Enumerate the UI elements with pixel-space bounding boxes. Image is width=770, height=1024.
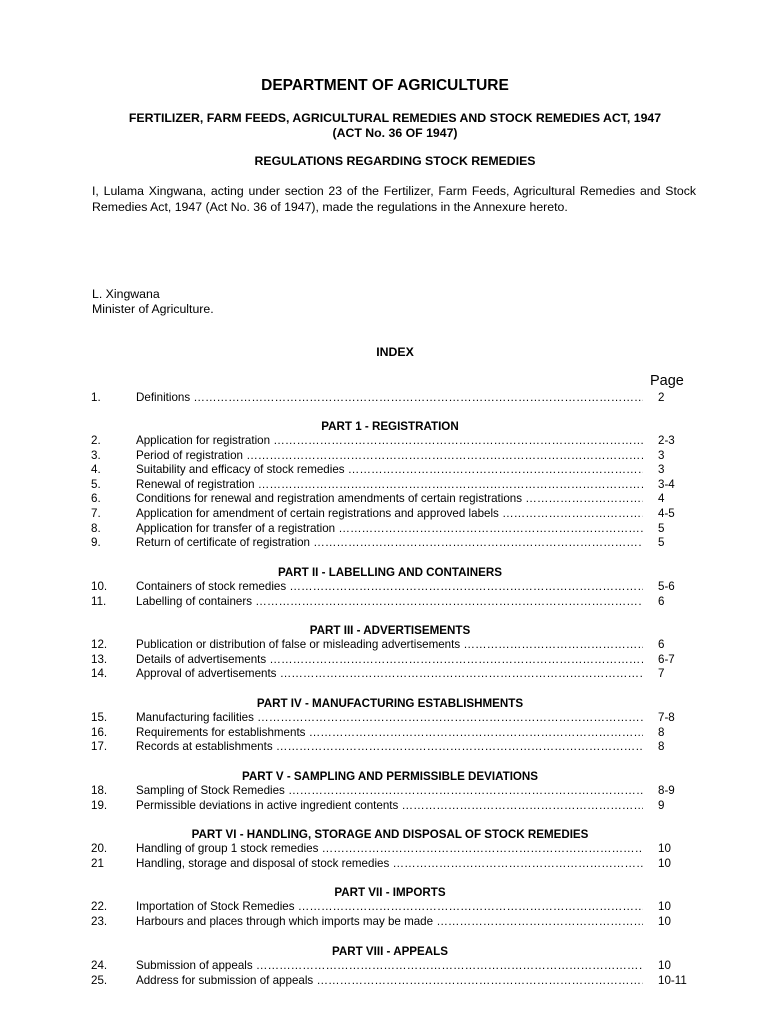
entry-number: 11.	[91, 594, 107, 608]
index-entry	[0, 580, 770, 595]
entry-number: 21	[91, 856, 104, 870]
entry-page: 4-5	[658, 507, 675, 520]
index-entry	[0, 536, 770, 551]
entry-number: 5.	[91, 477, 101, 491]
index-entry	[0, 740, 770, 755]
entry-text: Containers of stock remedies ………………………………………………………………………………………………………………………………………………………………………………	[136, 580, 643, 593]
entry-number: 19.	[91, 798, 108, 812]
part-heading: PART VIII - APPEALS	[332, 945, 448, 958]
entry-number: 23.	[91, 914, 108, 928]
entry-text: Renewal of registration ………………………………………………………………………………………………………………………………………………………………………………	[136, 478, 643, 491]
index-entry	[0, 507, 770, 522]
entry-page: 5	[658, 521, 665, 535]
entry-page: 2-3	[658, 434, 675, 447]
entry-number: 3.	[91, 448, 101, 462]
entry-text: Permissible deviations in active ingredient contents ………………………………………………………………………………………………………………………………………………………………………………	[136, 799, 643, 812]
entry-text: Suitability and efficacy of stock remedies ………………………………………………………………………………………………………………………………………………………………………………	[136, 463, 643, 476]
entry-page: 10	[658, 914, 671, 928]
signatory-name: L. Xingwana	[92, 287, 160, 301]
entry-text: Requirements for establishments ………………………………………………………………………………………………………………………………………………………………………………	[136, 726, 643, 739]
entry-page: 6-7	[658, 652, 675, 666]
entry-text: Application for amendment of certain registrations and approved labels ………………………………………………………………………………………………………………………………………………………………………………	[136, 507, 643, 520]
entry-text: Application for registration ………………………………………………………………………………………………………………………………………………………………………………	[136, 434, 643, 447]
entry-page: 3-4	[658, 477, 675, 491]
entry-page: 3	[658, 463, 665, 477]
index-entry	[0, 711, 770, 726]
regulations-title: REGULATIONS REGARDING STOCK REMEDIES	[254, 154, 536, 168]
entry-number: 13.	[91, 652, 108, 666]
entry-number: 15.	[91, 711, 108, 724]
entry-text: Sampling of Stock Remedies ………………………………………………………………………………………………………………………………………………………………………………	[136, 784, 643, 797]
index-title: INDEX	[376, 345, 414, 359]
entry-page: 10	[658, 959, 671, 972]
entry-number: 20.	[91, 842, 108, 855]
entry-text: Details of advertisements ………………………………………………………………………………………………………………………………………………………………………………	[136, 653, 643, 666]
intro-paragraph: I, Lulama Xingwana, acting under section 23 of the Fertilizer, Farm Feeds, Agricultural Remedies and Stock Remedies Act, 1947 (Act No. 36 of 1947), made the regulations in the Annexure hereto.	[92, 184, 696, 214]
index-entry	[0, 799, 770, 814]
entry-page: 2	[658, 391, 665, 404]
act-title: FERTILIZER, FARM FEEDS, AGRICULTURAL REMEDIES AND STOCK REMEDIES ACT, 1947	[128, 111, 662, 125]
entry-text: Application for transfer of a registration ………………………………………………………………………………………………………………………………………………………………………………	[136, 522, 643, 535]
entry-number: 12.	[91, 638, 108, 651]
entry-page: 5-6	[658, 580, 675, 593]
part-heading: PART VII - IMPORTS	[334, 886, 446, 899]
index-entry	[0, 784, 770, 799]
entry-page: 10	[658, 856, 671, 870]
entry-number: 7.	[91, 507, 101, 520]
entry-text: Conditions for renewal and registration amendments of certain registrations ………………………………………………………………………………………………………………………………………………………………………………	[136, 492, 643, 505]
index-entry	[0, 638, 770, 653]
entry-page: 7-8	[658, 711, 675, 724]
entry-number: 16.	[91, 725, 108, 739]
entry-text: Handling, storage and disposal of stock remedies ………………………………………………………………………………………………………………………………………………………………………………	[136, 857, 643, 870]
page-column-header: Page	[650, 373, 684, 389]
entry-page: 8	[658, 725, 665, 739]
entry-text: Records at establishments ………………………………………………………………………………………………………………………………………………………………………………	[136, 740, 643, 753]
act-number: (ACT No. 36 OF 1947)	[332, 126, 458, 140]
entry-number: 9.	[91, 536, 101, 550]
index-entry	[0, 595, 770, 610]
entry-text: Definitions ………………………………………………………………………………………………………………………………………………………………………………	[136, 391, 643, 404]
index-entry	[0, 667, 770, 682]
entry-number: 25.	[91, 973, 108, 987]
entry-page: 3	[658, 448, 665, 462]
part-heading: PART II - LABELLING AND CONTAINERS	[278, 566, 502, 579]
entry-number: 24.	[91, 959, 108, 972]
index-entry	[0, 915, 770, 930]
index-entry	[0, 857, 770, 872]
entry-page: 6	[658, 638, 665, 651]
index-entry	[0, 434, 770, 449]
entry-number: 18.	[91, 784, 108, 797]
entry-page: 5	[658, 536, 665, 550]
entry-text: Submission of appeals ………………………………………………………………………………………………………………………………………………………………………………	[136, 959, 643, 972]
entry-text: Manufacturing facilities ………………………………………………………………………………………………………………………………………………………………………………	[136, 711, 643, 724]
part-heading: PART 1 - REGISTRATION	[321, 420, 459, 433]
entry-number: 6.	[91, 492, 101, 506]
part-heading: PART III - ADVERTISEMENTS	[309, 624, 471, 637]
entry-page: 8-9	[658, 784, 675, 797]
index-entry	[0, 463, 770, 478]
document-title: DEPARTMENT OF AGRICULTURE	[261, 77, 509, 94]
entry-number: 17.	[91, 740, 108, 754]
index-entry	[0, 478, 770, 493]
entry-number: 4.	[91, 463, 101, 477]
entry-page: 8	[658, 740, 665, 754]
entry-text: Return of certificate of registration ………………………………………………………………………………………………………………………………………………………………………………	[136, 536, 643, 549]
part-heading: PART IV - MANUFACTURING ESTABLISHMENTS	[256, 697, 524, 710]
signatory-title: Minister of Agriculture.	[92, 302, 214, 316]
entry-text: Importation of Stock Remedies ………………………………………………………………………………………………………………………………………………………………………………	[136, 900, 643, 913]
entry-page: 7	[658, 667, 665, 681]
index-entry	[0, 726, 770, 741]
entry-number: 22.	[91, 900, 108, 913]
entry-text: Handling of group 1 stock remedies ………………………………………………………………………………………………………………………………………………………………………………	[136, 842, 643, 855]
entry-number: 1.	[91, 391, 101, 404]
entry-text: Labelling of containers ………………………………………………………………………………………………………………………………………………………………………………	[136, 595, 643, 608]
entry-text: Publication or distribution of false or misleading advertisements ………………………………………………………………………………………………………………………………………………………………………………	[136, 638, 643, 651]
index-entry	[0, 974, 770, 989]
part-heading: PART V - SAMPLING AND PERMISSIBLE DEVIATIONS	[241, 770, 539, 783]
index-entry	[0, 653, 770, 668]
entry-number: 14.	[91, 667, 108, 681]
entry-page: 4	[658, 492, 665, 506]
index-entry	[0, 959, 770, 974]
index-entry	[0, 492, 770, 507]
entry-page: 10-11	[658, 973, 687, 987]
entry-page: 6	[658, 594, 665, 608]
entry-text: Approval of advertisements ………………………………………………………………………………………………………………………………………………………………………………	[136, 667, 643, 680]
entry-text: Harbours and places through which imports may be made ………………………………………………………………………………………………………………………………………………………………………………	[136, 915, 643, 928]
index-entry	[0, 842, 770, 857]
entry-number: 8.	[91, 521, 101, 535]
part-heading: PART VI - HANDLING, STORAGE AND DISPOSAL OF STOCK REMEDIES	[191, 828, 589, 841]
entry-page: 10	[658, 900, 671, 913]
entry-text: Period of registration ………………………………………………………………………………………………………………………………………………………………………………	[136, 449, 643, 462]
entry-number: 10.	[91, 580, 108, 593]
entry-page: 9	[658, 798, 665, 812]
entry-page: 10	[658, 842, 671, 855]
index-entry-definitions	[0, 391, 770, 406]
index-entry	[0, 900, 770, 915]
index-entry	[0, 522, 770, 537]
entry-text: Address for submission of appeals ………………………………………………………………………………………………………………………………………………………………………………	[136, 974, 643, 987]
entry-number: 2.	[91, 434, 101, 447]
index-entry	[0, 449, 770, 464]
